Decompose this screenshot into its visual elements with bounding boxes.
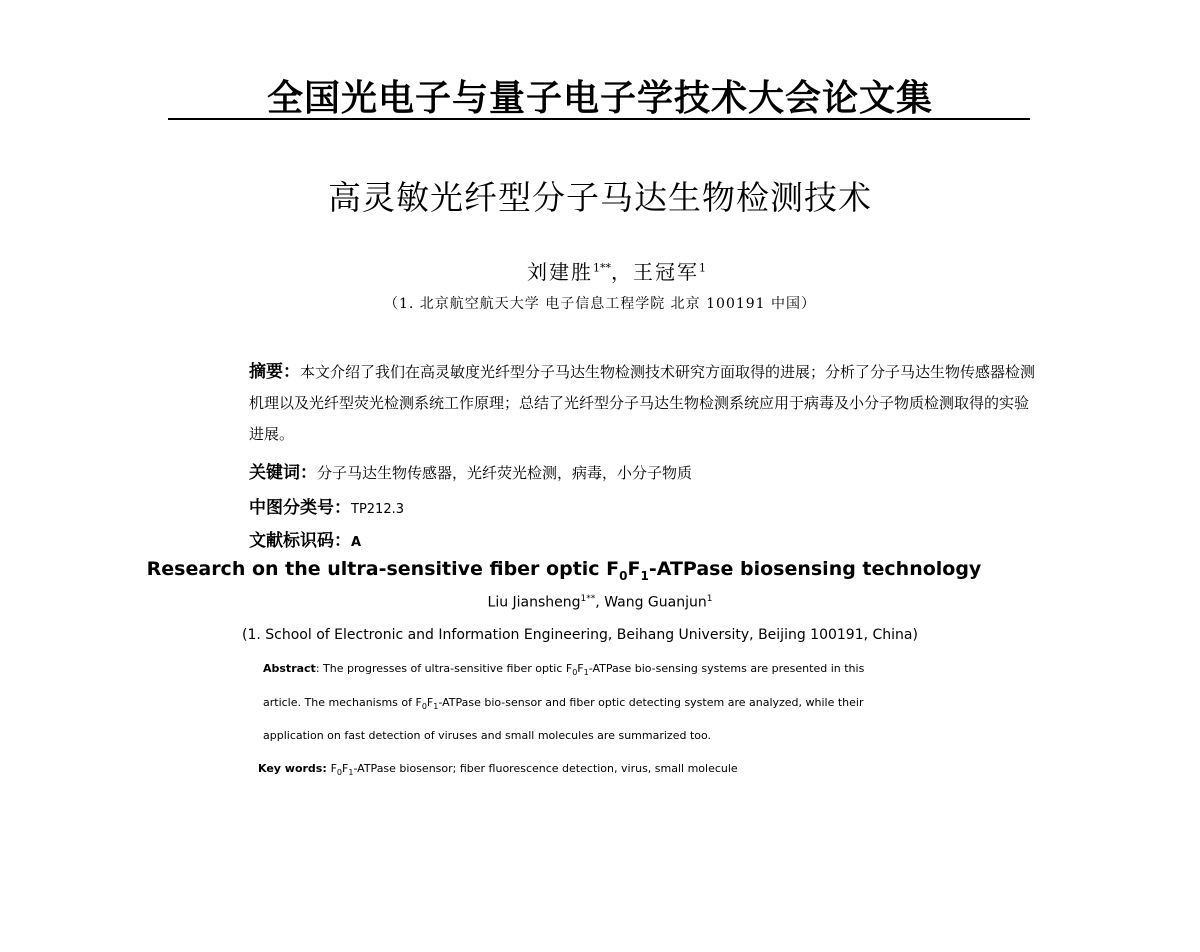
en-affiliation: (1. School of Electronic and Information Engineering, Beihang University, Beijing 100191, China)	[242, 627, 918, 643]
en-title-subscript: 1	[640, 568, 649, 583]
zh-affiliation: （1. 北京航空航天大学 电子信息工程学院 北京 100191 中国）	[383, 296, 817, 312]
en-abstract-line: application on fast detection of viruses and small molecules are summarized too.	[263, 729, 712, 742]
zh-author-2-affil-mark: 1	[699, 261, 706, 275]
en-abstract-text: The progresses of ultra-sensitive fiber optic F	[323, 662, 573, 675]
zh-clc-label: 中图分类号：	[249, 498, 351, 518]
en-author-1: Liu Jiansheng	[487, 594, 581, 611]
zh-clc-value: TP212.3	[351, 502, 404, 517]
en-subscript: 1	[348, 768, 354, 778]
en-subscript: 1	[583, 668, 589, 678]
header-rule	[168, 118, 1030, 120]
en-keywords-text: F	[330, 762, 337, 775]
en-title-part: -ATPase biosensing technology	[648, 558, 982, 580]
zh-author-1: 刘建胜	[527, 260, 593, 284]
en-subscript: 0	[336, 768, 343, 778]
en-abstract-text: -ATPase bio-sensing systems are presented in this	[588, 662, 865, 675]
en-abstract-text: -ATPase bio-sensor and fiber optic detecting system are analyzed, while their	[438, 696, 864, 709]
zh-author-2: 王冠军	[633, 260, 699, 284]
en-title-part: F	[627, 558, 641, 580]
en-title-subscript: 0	[619, 568, 628, 583]
en-abstract-text: F	[426, 696, 434, 709]
en-keywords	[258, 762, 738, 777]
en-keywords-text: -ATPase biosensor; fiber fluorescence detection, virus, small molecule	[353, 762, 738, 775]
en-title-part: Research on the ultra-sensitive fiber optic F	[146, 558, 620, 580]
en-keywords-label: Key words:	[258, 762, 331, 775]
en-abstract-text: F	[577, 662, 584, 675]
en-abstract-label: Abstract	[263, 662, 316, 675]
zh-keywords	[249, 458, 692, 483]
zh-abstract	[249, 357, 1039, 450]
zh-keywords-label: 关键词：	[249, 463, 317, 483]
zh-clc-number	[249, 493, 404, 518]
en-author-1-affil-mark: 1**	[580, 594, 596, 604]
en-abstract-line	[263, 662, 963, 677]
zh-paper-title: 高灵敏光纤型分子马达生物检测技术	[328, 178, 872, 217]
en-subscript: 1	[433, 702, 439, 712]
zh-doc-code-value: A	[351, 535, 362, 550]
zh-abstract-text: 本文介绍了我们在高灵敏度光纤型分子马达生物检测技术研究方面取得的进展；分析了分子马达生物传感器检测机理以及光纤型荧光检测系统工作原理；总结了光纤型分子马达生物检测系统应用于病毒及小分子物质检测取得的实验进展。	[249, 363, 1036, 443]
en-paper-title	[0, 558, 1128, 583]
en-subscript: 0	[572, 668, 578, 678]
en-keywords-text: F	[342, 762, 349, 775]
en-subscript: 0	[421, 702, 427, 712]
en-author-2: Wang Guanjun	[604, 594, 707, 611]
en-abstract-text: article. The mechanisms of F	[263, 696, 422, 709]
zh-author-separator: ，	[611, 260, 633, 284]
zh-document-code	[249, 526, 361, 551]
zh-doc-code-label: 文献标识码：	[249, 531, 351, 551]
en-author-separator: ,	[595, 594, 605, 611]
en-authors	[0, 594, 1200, 611]
proceedings-title: 全国光电子与量子电子学技术大会论文集	[266, 78, 933, 119]
en-abstract-colon: :	[315, 662, 324, 675]
en-author-2-affil-mark: 1	[706, 594, 713, 604]
zh-abstract-label: 摘要：	[249, 362, 300, 382]
zh-authors	[527, 256, 706, 285]
zh-author-1-affil-mark: 1**	[593, 261, 611, 275]
zh-keywords-text: 分子马达生物传感器，光纤荧光检测，病毒，小分子物质	[317, 464, 693, 482]
en-abstract-line	[263, 696, 963, 711]
